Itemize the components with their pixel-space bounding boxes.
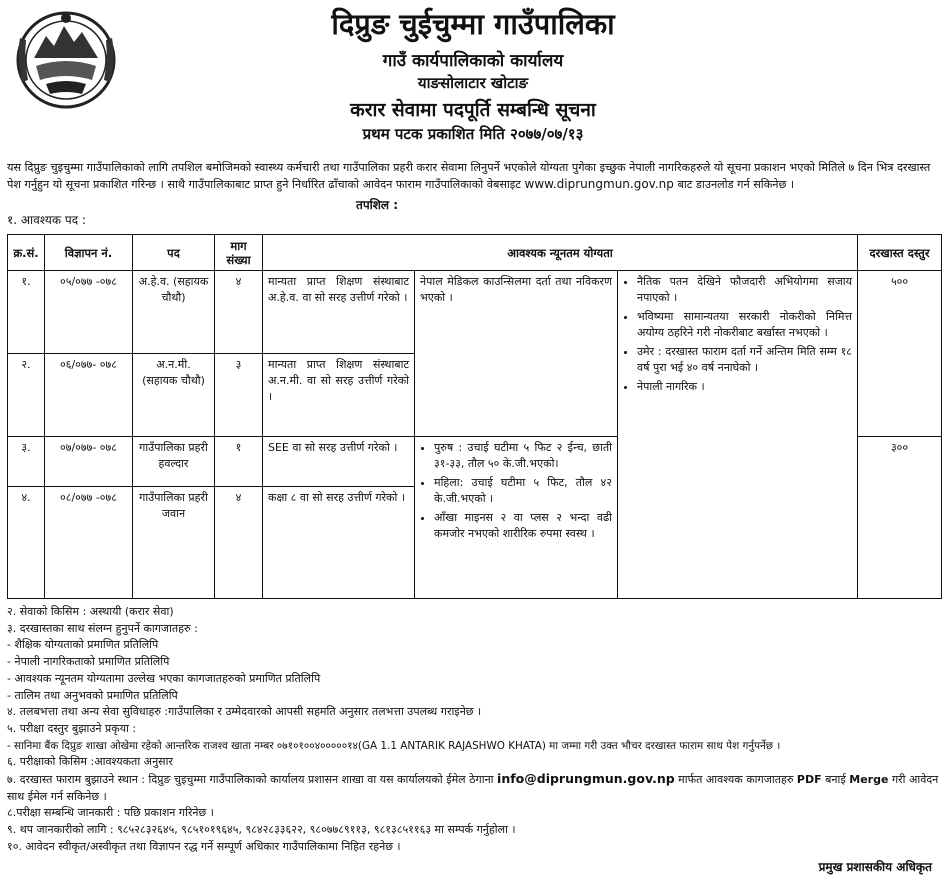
note-7 bbox=[7, 771, 941, 805]
row-demand: ४ bbox=[215, 487, 263, 599]
common-item: • भविष्यमा सामान्यतया सरकारी नोकरीको निमित्त अयोग्य ठहरिने गरी नोकरीबाट बर्खास्त नभएको । bbox=[637, 309, 852, 341]
pdf-text: PDF bbox=[796, 773, 822, 787]
fee-police: ३०० bbox=[858, 437, 942, 599]
note-line: १०. आवेदन स्वीकृत/अस्वीकृत तथा विज्ञापन रद्ध गर्ने सम्पूर्ण अधिकार गाउँपालिकामा निहित रहनेछ । bbox=[7, 839, 401, 853]
row-education: SEE वा सो सरह उत्तीर्ण गरेको । bbox=[263, 437, 415, 487]
row-education: मान्यता प्राप्त शिक्षण संस्थाबाट अ.न.मी. वा सो सरह उत्तीर्ण गरेको । bbox=[263, 354, 415, 437]
email-link[interactable]: info@diprungmun.gov.np bbox=[497, 771, 675, 787]
note-line: - तालिम तथा अनुभवको प्रमाणित प्रतिलिपि bbox=[7, 688, 178, 702]
note-7-text: ७. दरखास्त फाराम बुझाउने स्थान : दिप्रुङ चुइचुम्मा गाउँपालिकाको कार्यालय प्रशासन शाखा वा यस कार्यालयको ईमेल ठेगाना bbox=[7, 773, 494, 787]
common-item: • नैतिक पतन देखिने फौजदारी अभियोगमा सजाय नपाएको । bbox=[637, 274, 852, 306]
intro-paragraph bbox=[7, 160, 939, 193]
physical-item: • आँखा माइनस २ वा प्लस २ भन्दा वढी कमजोर नभएको शारीरिक रुपमा स्वस्थ । bbox=[434, 510, 612, 542]
row-adv-no: ०५/०७७ -०७८ bbox=[45, 271, 133, 354]
note-7-text: गरी आवेदन साथ ईमेल गर्न सकिनेछ । bbox=[7, 773, 939, 803]
note-7-text: मार्फत आवश्यक कागजातहरु bbox=[678, 773, 794, 787]
note-line: ५. परीक्षा दस्तुर बुझाउने प्रकृया : bbox=[7, 721, 137, 735]
physical-item: • महिला: उचाई घटीमा ५ फिट, तौल ४२ के.जी.भएको । bbox=[434, 475, 612, 507]
note-line: ४. तलबभत्ता तथा अन्य सेवा सुविधाहरु :गाउँपालिका र उम्मेदवारको आपसी सहमति अनुसार तलभत्ता उपलब्ध गराइनेछ । bbox=[7, 705, 482, 719]
row-adv-no: ०६/०७७- ०७८ bbox=[45, 354, 133, 437]
note-line: - आवश्यक न्यूनतम योग्यतामा उल्लेख भएका कागजातहरुको प्रमाणित प्रतिलिपि bbox=[7, 671, 321, 685]
section-1-heading: १. आवश्यक पद : bbox=[7, 213, 86, 227]
vacancy-table bbox=[7, 234, 942, 599]
row-sn: २. bbox=[8, 354, 45, 437]
note-line: ९. थप जानकारीको लागि : ९८५२८३२६४५, ९८५१०१९६४५, ९८४२८३३६२२, ९८०७७८९११३, ९८१३८५११६३ मा सम्पर्क गर्नुहोला । bbox=[7, 823, 516, 837]
row-education: मान्यता प्राप्त शिक्षण संस्थाबाट अ.हे.व. वा सो सरह उत्तीर्ण गरेको । bbox=[263, 271, 415, 354]
row-sn: ४. bbox=[8, 487, 45, 599]
header-sn: क्र.सं. bbox=[8, 235, 45, 271]
table-header-row bbox=[8, 235, 942, 271]
note-line: २. सेवाको किसिम : अस्थायी (करार सेवा) bbox=[7, 605, 174, 618]
row-post: गाउँपालिका प्रहरी हवल्दार bbox=[133, 437, 215, 487]
health-registration: नेपाल मेडिकल काउन्सिलमा दर्ता तथा नविकरण भएको । bbox=[415, 271, 618, 437]
row-post: गाउँपालिका प्रहरी जवान bbox=[133, 487, 215, 599]
row-demand: ४ bbox=[215, 271, 263, 354]
merge-text: Merge bbox=[849, 773, 889, 787]
row-sn: ३. bbox=[8, 437, 45, 487]
website-link[interactable]: www.diprungmun.gov.np bbox=[524, 177, 674, 191]
note-line: - शैक्षिक योग्यताको प्रमाणित प्रतिलिपि bbox=[7, 638, 159, 652]
row-adv-no: ०७/०७७- ०७८ bbox=[45, 437, 133, 487]
row-education: कक्षा ८ वा सो सरह उत्तीर्ण गरेको । bbox=[263, 487, 415, 599]
row-demand: १ bbox=[215, 437, 263, 487]
common-item: • नेपाली नागरिक । bbox=[637, 379, 852, 395]
table-row bbox=[8, 271, 942, 354]
physical-item: • पुरुष : उचाई घटीमा ५ फिट २ ईन्च, छाती ३१-३३, तौल ५० के.जी.भएको। bbox=[434, 440, 612, 472]
notice-title: करार सेवामा पदपूर्ति सम्बन्धि सूचना bbox=[350, 99, 596, 121]
note-line: ६. परीक्षाको किसिम :आवश्यकता अनुसार bbox=[7, 755, 173, 769]
police-physical-requirements bbox=[415, 437, 618, 599]
header-fee: दरखास्त दस्तुर bbox=[858, 235, 942, 271]
office-address: याङसोलाटार खोटाङ bbox=[417, 74, 529, 92]
note-line: ८.परीक्षा सम्बन्धि जानकारी : पछि प्रकाशन गरिनेछ । bbox=[7, 806, 214, 820]
intro-text: यस दिप्रुङ चुइचुम्मा गाउँपालिकाको लागि तपशिल बमोजिमको स्वास्थ्य कर्मचारी तथा गाउँपालिका प्रहरी करार सेवामा लिनुपर्ने भएकोले योग्यता पुगेका इच्छुक नेपाली नागरिकहरुले यो सूचना प्रकाशन भएको मितिले ७ दिन भित्र दरखास्त पेश गर्नुहुन यो सूचना प्रकाशित गरिन्छ । साथै गाउँपालिकाबाट प्राप्त हुने निर्धारित ढाँचाको आवेदन फाराम गाउँपालिकाको वेबसाइट bbox=[7, 161, 931, 191]
header-qualification: आवश्यक न्यूनतम योग्यता bbox=[263, 235, 858, 271]
notes-section bbox=[7, 604, 941, 856]
note-line: - नेपाली नागरिकताको प्रमाणित प्रतिलिपि bbox=[7, 655, 170, 669]
municipality-title: दिप्रुङ चुईचुम्मा गाउँपालिका bbox=[331, 7, 615, 41]
note-line: - सानिमा बैंक दिप्रुङ शाखा ओखेमा रहेको आन्तरिक राजश्व खाता नम्बर ०७१०१००४०००००१४(GA 1.1 ANTARIK RAJASHWO KHATA) मा जम्मा गरी उक्त भौचर दरखास्त फाराम साथ पेश गर्नुपर्नेछ । bbox=[7, 739, 781, 752]
common-item: • उमेर : दरखास्त फाराम दर्ता गर्ने अन्तिम मिति सम्म १८ वर्ष पुरा भई ४० वर्ष ननाघेको । bbox=[637, 344, 852, 376]
note-7-text: बनाई bbox=[825, 773, 846, 787]
row-post: अ.न.मी. (सहायक चौथौ) bbox=[133, 354, 215, 437]
row-post: अ.हे.व. (सहायक चौथौ) bbox=[133, 271, 215, 354]
row-sn: १. bbox=[8, 271, 45, 354]
row-adv-no: ०८/०७७ -०७८ bbox=[45, 487, 133, 599]
note-line: ३. दरखास्तका साथ संलग्न हुनुपर्ने कागजातहरु : bbox=[7, 621, 198, 635]
publish-date: प्रथम पटक प्रकाशित मिति २०७७/०७/१३ bbox=[362, 125, 584, 143]
header-demand: माग संख्या bbox=[215, 235, 263, 271]
row-demand: ३ bbox=[215, 354, 263, 437]
tapasil-label: तपशिल : bbox=[356, 198, 399, 212]
intro-text-end: बाट डाउनलोड गर्न सकिनेछ । bbox=[677, 178, 795, 191]
office-name: गाउँ कार्यपालिकाको कार्यालय bbox=[382, 51, 564, 71]
header-post: पद bbox=[133, 235, 215, 271]
fee-health: ५०० bbox=[858, 271, 942, 437]
header-adv-no: विज्ञापन नं. bbox=[45, 235, 133, 271]
common-requirements bbox=[618, 271, 858, 599]
signature-title: प्रमुख प्रशासकीय अधिकृत bbox=[818, 860, 932, 874]
